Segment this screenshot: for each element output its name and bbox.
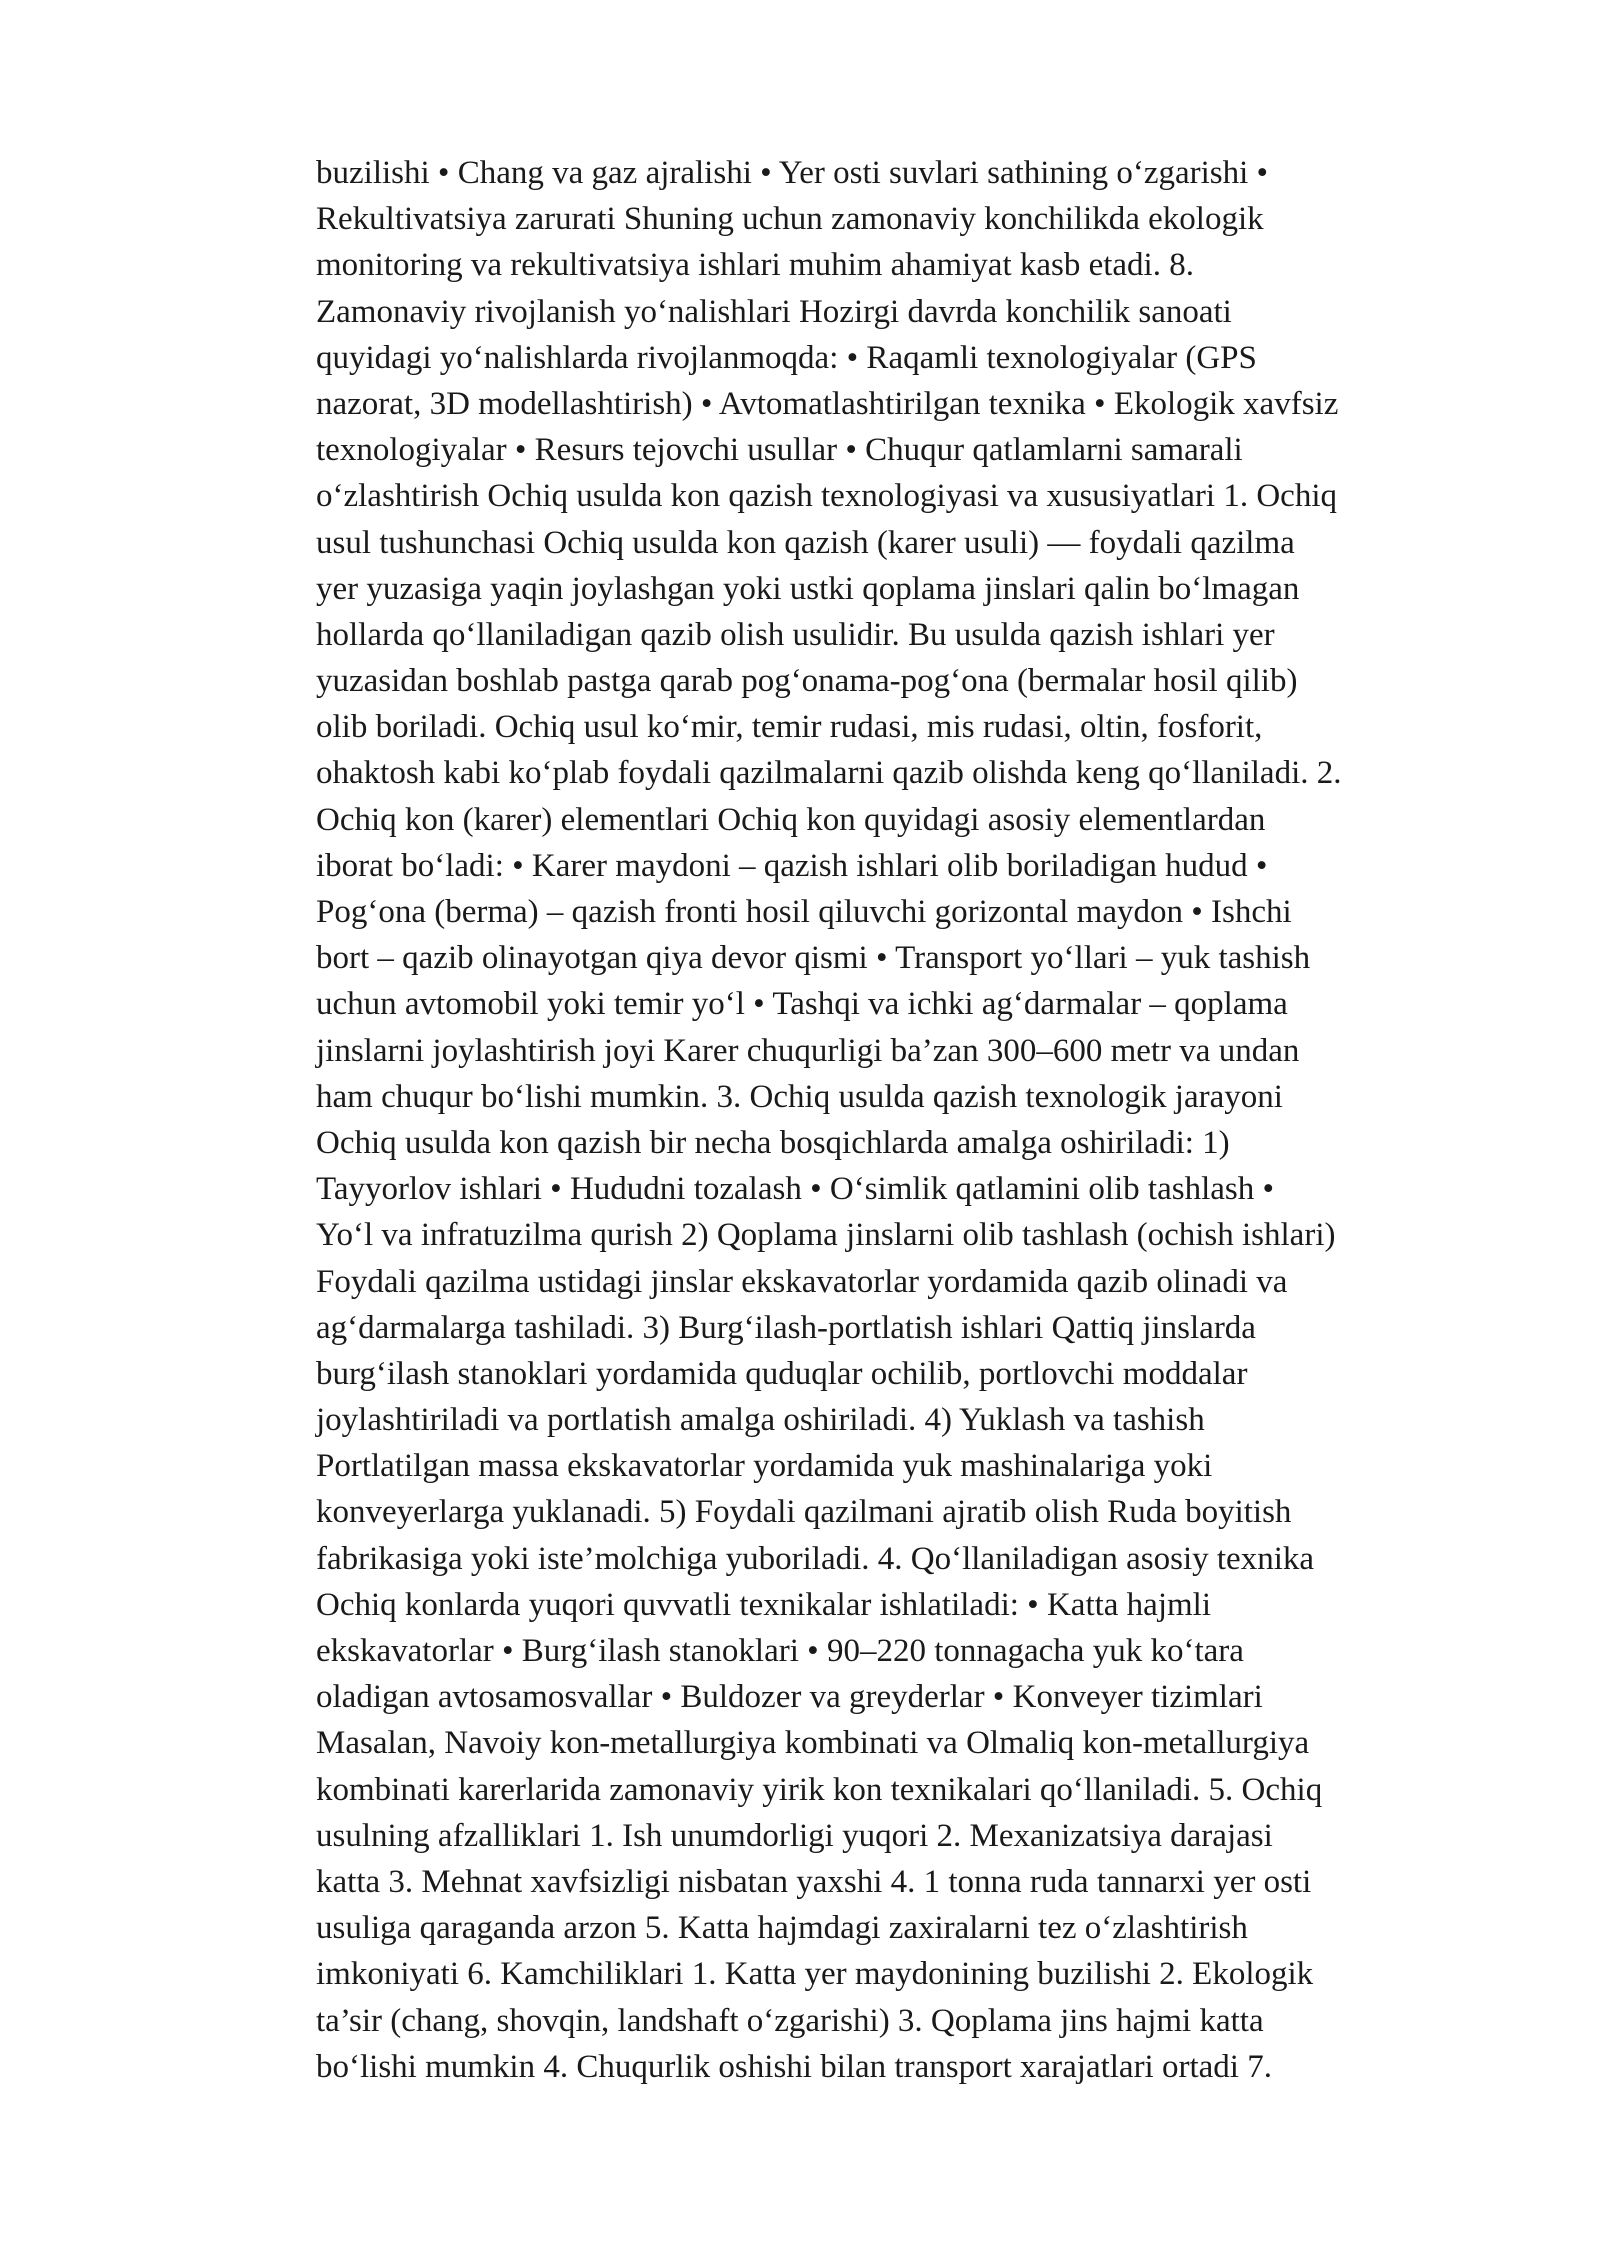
text-line: yer yuzasiga yaqin joylashgan yoki ustki qoplama jinslari qalin bo‘lmagan xyxy=(316,570,1300,607)
text-line: Masalan, Navoiy kon-metallurgiya kombinati va Olmaliq kon-metallurgiya xyxy=(316,1725,1310,1762)
text-line: Ochiq usulda kon qazish bir necha bosqichlarda amalga oshiriladi: 1) xyxy=(316,1124,1230,1161)
text-line: ham chuqur bo‘lishi mumkin. 3. Ochiq usulda qazish texnologik jarayoni xyxy=(316,1078,1283,1115)
text-line: oladigan avtosamosvallar • Buldozer va greyderlar • Konveyer tizimlari xyxy=(316,1679,1263,1716)
text-line: nazorat, 3D modellashtirish) • Avtomatlashtirilgan texnika • Ekologik xavfsiz xyxy=(316,385,1339,422)
text-line: Zamonaviy rivojlanish yo‘nalishlari Hozirgi davrda konchilik sanoati xyxy=(316,293,1232,330)
text-line: Portlatilgan massa ekskavatorlar yordamida yuk mashinalariga yoki xyxy=(316,1448,1213,1485)
text-line: burg‘ilash stanoklari yordamida quduqlar ochilib, portlovchi moddalar xyxy=(316,1355,1248,1392)
text-line: jinslarni joylashtirish joyi Karer chuqurligi ba’zan 300–600 metr va undan xyxy=(316,1032,1300,1069)
text-line: iborat bo‘ladi: • Karer maydoni – qazish ishlari olib boriladigan hudud • xyxy=(316,847,1268,884)
text-line: konveyerlarga yuklanadi. 5) Foydali qazilmani ajratib olish Ruda boyitish xyxy=(316,1494,1292,1531)
text-line: usuliga qaraganda arzon 5. Katta hajmdagi zaxiralarni tez o‘zlashtirish xyxy=(316,1910,1248,1947)
text-line: buzilishi • Chang va gaz ajralishi • Yer osti suvlari sathining o‘zgarishi • xyxy=(316,155,1269,191)
text-line: monitoring va rekultivatsiya ishlari muhim ahamiyat kasb etadi. 8. xyxy=(316,247,1194,284)
text-line: uchun avtomobil yoki temir yo‘l • Tashqi va ichki ag‘darmalar – qoplama xyxy=(316,986,1288,1023)
text-line: quyidagi yo‘nalishlarda rivojlanmoqda: • Raqamli texnologiyalar (GPS xyxy=(316,339,1257,376)
text-line: yuzasidan boshlab pastga qarab pog‘onama-pog‘ona (bermalar hosil qilib) xyxy=(316,663,1298,700)
text-line: texnologiyalar • Resurs tejovchi usullar • Chuqur qatlamlarni samarali xyxy=(316,432,1243,469)
text-line: hollarda qo‘llaniladigan qazib olish usulidir. Bu usulda qazish ishlari yer xyxy=(316,616,1275,653)
text-line: ag‘darmalarga tashiladi. 3) Burg‘ilash-portlatish ishlari Qattiq jinslarda xyxy=(316,1309,1256,1346)
text-line: Ochiq konlarda yuqori quvvatli texnikalar ishlatiladi: • Katta hajmli xyxy=(316,1586,1211,1623)
text-line: imkoniyati 6. Kamchiliklari 1. Katta yer maydonining buzilishi 2. Ekologik xyxy=(316,1956,1314,1993)
text-line: o‘zlashtirish Ochiq usulda kon qazish texnologiyasi va xususiyatlari 1. Ochiq xyxy=(316,478,1337,515)
text-line: bort – qazib olinayotgan qiya devor qismi • Transport yo‘llari – yuk tashish xyxy=(316,940,1311,977)
text-line: ohaktosh kabi ko‘plab foydali qazilmalarni qazib olishda keng qo‘llaniladi. 2. xyxy=(316,755,1342,792)
text-line: katta 3. Mehnat xavfsizligi nisbatan yaxshi 4. 1 tonna ruda tannarxi yer osti xyxy=(316,1863,1312,1900)
text-line: olib boriladi. Ochiq usul ko‘mir, temir rudasi, mis rudasi, oltin, fosforit, xyxy=(316,709,1263,746)
text-line: ta’sir (chang, shovqin, landshaft o‘zgarishi) 3. Qoplama jins hajmi katta xyxy=(316,2002,1264,2039)
text-line: usulning afzalliklari 1. Ish unumdorligi yuqori 2. Mexanizatsiya darajasi xyxy=(316,1817,1273,1854)
text-line: fabrikasiga yoki iste’molchiga yuboriladi. 4. Qo‘llaniladigan asosiy texnika xyxy=(316,1540,1315,1577)
text-line: Yo‘l va infratuzilma qurish 2) Qoplama jinslarni olib tashlash (ochish ishlari) xyxy=(316,1217,1336,1254)
text-line: Tayyorlov ishlari • Hududni tozalash • O‘simlik qatlamini olib tashlash • xyxy=(316,1171,1275,1208)
text-line: Foydali qazilma ustidagi jinslar ekskavatorlar yordamida qazib olinadi va xyxy=(316,1263,1288,1300)
text-line: ekskavatorlar • Burg‘ilash stanoklari • 90–220 tonnagacha yuk ko‘tara xyxy=(316,1633,1244,1669)
body-text xyxy=(316,150,1496,2090)
text-line: kombinati karerlarida zamonaviy yirik kon texnikalari qo‘llaniladi. 5. Ochiq xyxy=(316,1771,1323,1808)
text-line: bo‘lishi mumkin 4. Chuqurlik oshishi bilan transport xarajatlari ortadi 7. xyxy=(316,2048,1272,2085)
text-line: Ochiq kon (karer) elementlari Ochiq kon quyidagi asosiy elementlardan xyxy=(316,801,1266,838)
text-line: usul tushunchasi Ochiq usulda kon qazish (karer usuli) — foydali qazilma xyxy=(316,524,1295,561)
text-line: joylashtiriladi va portlatish amalga oshiriladi. 4) Yuklash va tashish xyxy=(316,1402,1205,1439)
text-line: Pog‘ona (berma) – qazish fronti hosil qiluvchi gorizontal maydon • Ishchi xyxy=(316,894,1292,930)
text-line: Rekultivatsiya zarurati Shuning uchun zamonaviy konchilikda ekologik xyxy=(316,201,1264,238)
